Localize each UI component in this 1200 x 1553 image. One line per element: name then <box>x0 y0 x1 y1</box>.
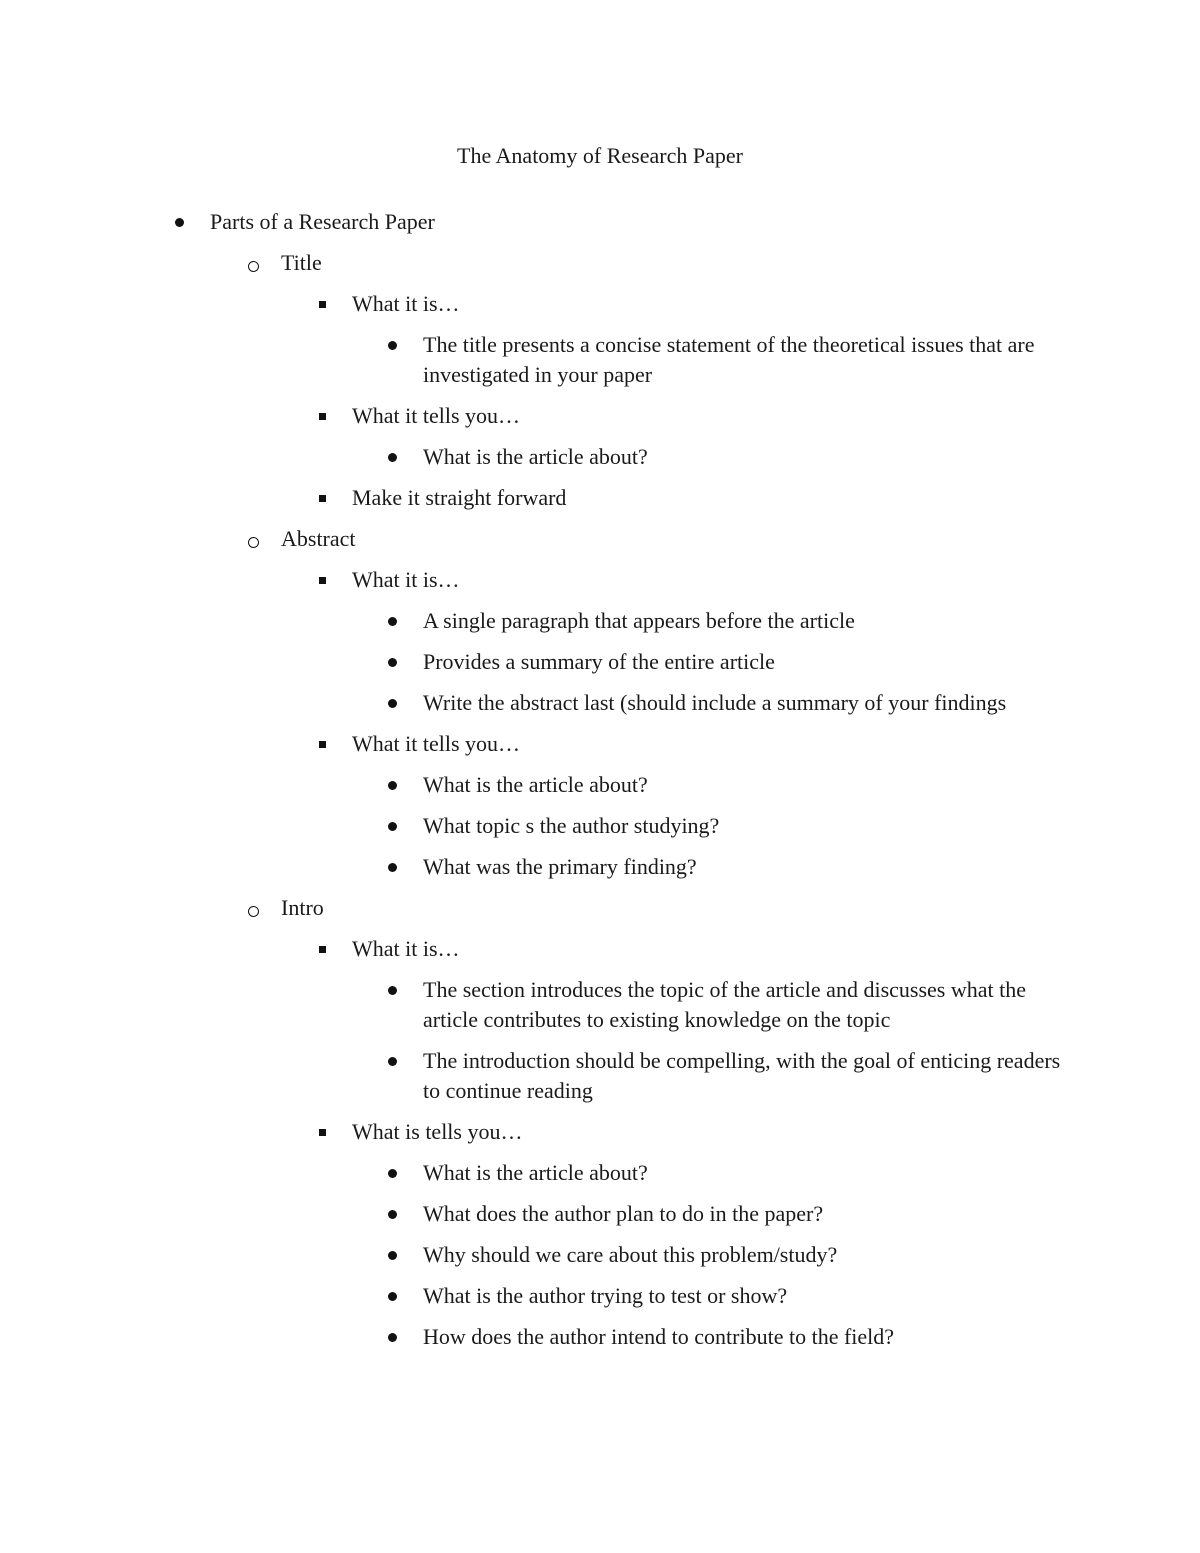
bullet-square-icon <box>319 413 326 420</box>
bullet-square-icon <box>319 495 326 502</box>
outline-item-text: What is the article about? <box>423 444 648 469</box>
outline-item-text: The section introduces the topic of the article and discusses what the article contributes to existing knowledge on the topic <box>423 977 1026 1032</box>
outline-item-text: Title <box>281 250 322 275</box>
outline-item-level-4 <box>423 647 1063 677</box>
outline-item-text: How does the author intend to contribute to the field? <box>423 1324 895 1349</box>
bullet-dot-icon <box>388 1292 397 1301</box>
bullet-dot-icon <box>388 341 397 350</box>
bullet-dot-icon <box>388 986 397 995</box>
outline-item-text: Abstract <box>281 526 356 551</box>
outline-item-text: What it is… <box>352 567 460 592</box>
bullet-dot-icon <box>388 863 397 872</box>
bullet-dot-icon <box>388 453 397 462</box>
bullet-dot-icon <box>388 1169 397 1178</box>
outline-item-level-4 <box>423 688 1063 718</box>
bullet-dot-icon <box>388 617 397 626</box>
bullet-dot-icon <box>388 1057 397 1066</box>
bullet-dot-icon <box>388 1333 397 1342</box>
outline-item-level-4 <box>423 1158 1063 1188</box>
outline-item-level-4 <box>423 1199 1063 1229</box>
bullet-circle-icon <box>248 906 259 917</box>
outline-item-text: What is the author trying to test or show? <box>423 1283 788 1308</box>
outline-item-text: The introduction should be compelling, with the goal of enticing readers to continue reading <box>423 1048 1061 1103</box>
outline-item-level-4 <box>423 1240 1063 1270</box>
outline-item-text: Parts of a Research Paper <box>210 209 435 234</box>
outline-item-text: What does the author plan to do in the paper? <box>423 1201 824 1226</box>
outline-item-text: What is tells you… <box>352 1119 523 1144</box>
bullet-dot-icon <box>388 1210 397 1219</box>
outline-item-text: Why should we care about this problem/study? <box>423 1242 838 1267</box>
bullet-dot-icon <box>388 658 397 667</box>
outline-item-level-2 <box>281 893 1200 923</box>
outline-item-level-4 <box>423 1046 1063 1106</box>
outline-item-text: What is the article about? <box>423 772 648 797</box>
bullet-dot-icon <box>388 822 397 831</box>
outline-item-level-3 <box>352 565 1200 595</box>
outline-list <box>0 207 1200 1352</box>
bullet-square-icon <box>319 946 326 953</box>
outline-item-text: What it is… <box>352 291 460 316</box>
outline-item-level-3 <box>352 1117 1200 1147</box>
outline-item-level-3 <box>352 934 1200 964</box>
document-title: The Anatomy of Research Paper <box>457 143 743 168</box>
outline-item-text: Intro <box>281 895 324 920</box>
bullet-dot-icon <box>175 218 184 227</box>
outline-item-level-2 <box>281 524 1200 554</box>
bullet-square-icon <box>319 577 326 584</box>
outline-item-text: The title presents a concise statement of the theoretical issues that are investigated in your paper <box>423 332 1035 387</box>
outline-item-level-4 <box>423 330 1063 390</box>
outline-item-level-2 <box>281 248 1200 278</box>
outline-item-level-1 <box>210 207 1200 237</box>
outline-item-text: What topic s the author studying? <box>423 813 720 838</box>
outline-item-level-4 <box>423 770 1063 800</box>
outline-item-text: What it tells you… <box>352 731 521 756</box>
bullet-dot-icon <box>388 1251 397 1260</box>
outline-item-text: What was the primary finding? <box>423 854 697 879</box>
outline-item-text: Provides a summary of the entire article <box>423 649 775 674</box>
bullet-dot-icon <box>388 781 397 790</box>
outline-item-level-3 <box>352 483 1200 513</box>
outline-item-text: Make it straight forward <box>352 485 567 510</box>
outline-item-level-4 <box>423 442 1063 472</box>
outline-item-text: What it is… <box>352 936 460 961</box>
outline-item-level-4 <box>423 975 1063 1035</box>
bullet-square-icon <box>319 1129 326 1136</box>
bullet-square-icon <box>319 741 326 748</box>
outline-item-level-4 <box>423 811 1063 841</box>
outline-item-level-4 <box>423 1281 1063 1311</box>
outline-item-text: What is the article about? <box>423 1160 648 1185</box>
bullet-circle-icon <box>248 537 259 548</box>
bullet-circle-icon <box>248 261 259 272</box>
outline-item-text: Write the abstract last (should include a summary of your findings <box>423 690 1007 715</box>
outline-item-level-3 <box>352 289 1200 319</box>
outline-item-level-4 <box>423 1322 1063 1352</box>
outline-item-level-3 <box>352 729 1200 759</box>
bullet-dot-icon <box>388 699 397 708</box>
outline-item-level-3 <box>352 401 1200 431</box>
outline-item-level-4 <box>423 852 1063 882</box>
outline-item-text: What it tells you… <box>352 403 521 428</box>
outline-item-level-4 <box>423 606 1063 636</box>
outline-item-text: A single paragraph that appears before the article <box>423 608 855 633</box>
bullet-square-icon <box>319 301 326 308</box>
